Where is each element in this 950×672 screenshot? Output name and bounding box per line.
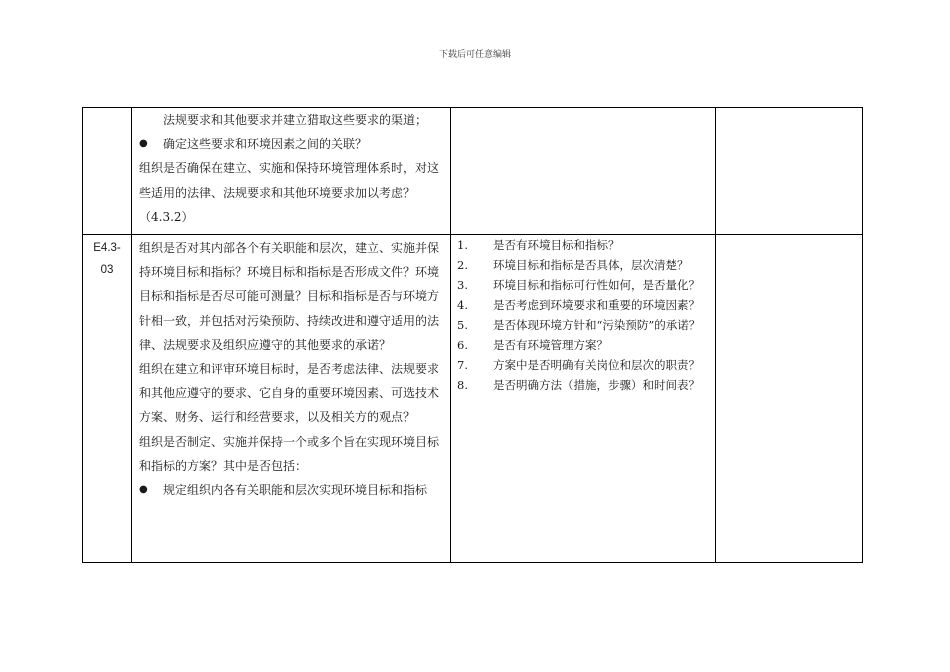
remark-cell xyxy=(716,235,863,563)
item-number: 7. xyxy=(457,358,468,372)
page-header: 下载后可任意编辑 xyxy=(438,50,511,60)
check-points-cell xyxy=(451,235,716,563)
list-item xyxy=(457,277,711,294)
clause-code: E4.3- xyxy=(93,242,121,254)
list-item xyxy=(457,317,711,334)
clause-reference: （4.3.2） xyxy=(139,209,194,224)
item-text: 环境目标和指标可行性如何，是否量化？ xyxy=(493,278,700,292)
item-text: 是否明确方法（措施，步骤）和时间表？ xyxy=(493,378,700,392)
table-row xyxy=(83,108,863,235)
item-text: 环境目标和指标是否具体，层次清楚？ xyxy=(493,258,689,272)
item-number: 1. xyxy=(457,238,468,252)
list-item xyxy=(457,257,711,274)
item-number: 6. xyxy=(457,338,468,352)
check-list xyxy=(457,237,711,394)
list-item xyxy=(457,357,711,374)
clause-code: 03 xyxy=(100,264,114,276)
clause-code-cell xyxy=(83,235,132,563)
requirement-cell xyxy=(132,235,451,563)
requirement-text: 组织是否确保在建立、实施和保持环境管理体系时，对这些适用的法律、法规要求和其他环境要求加以考虑？ xyxy=(139,161,440,200)
bullet-item: ● 确定这些要求和环境因素之间的关联？ xyxy=(139,132,443,156)
item-number: 2. xyxy=(457,258,468,272)
list-item xyxy=(457,377,711,394)
item-number: 3. xyxy=(457,278,468,292)
requirement-text: 法规要求和其他要求并建立猎取这些要求的渠道； xyxy=(163,113,428,127)
item-number: 4. xyxy=(457,298,468,312)
item-number: 5. xyxy=(457,318,468,332)
requirement-text: 组织是否制定、实施并保持一个或多个旨在实现环境目标和指标的方案？其中是否包括： xyxy=(139,434,440,473)
item-number: 8. xyxy=(457,378,468,392)
item-text: 是否考虑到环境要求和重要的环境因素？ xyxy=(493,298,700,312)
check-points-cell xyxy=(451,108,716,235)
item-text: 是否体现环境方针和“污染预防”的承诺？ xyxy=(493,318,701,332)
requirement-cell xyxy=(132,108,451,235)
audit-table xyxy=(82,107,863,563)
table-row xyxy=(83,235,863,563)
remark-cell xyxy=(716,108,863,235)
item-text: 是否有环境目标和指标？ xyxy=(493,238,620,252)
requirement-text: 组织在建立和评审环境目标时，是否考虑法律、法规要求和其他应遵守的要求、它自身的重要环境因素、可选技术方案、财务、运行和经营要求，以及相关方的观点？ xyxy=(139,362,440,425)
item-text: 方案中是否明确有关岗位和层次的职责？ xyxy=(493,358,700,372)
item-text: 是否有环境管理方案？ xyxy=(493,338,608,352)
list-item xyxy=(457,337,711,354)
list-item xyxy=(457,297,711,314)
requirement-text: 组织是否对其内部各个有关职能和层次，建立、实施并保持环境目标和指标？环境目标和指标是否形成文件？环境目标和指标是否尽可能可测量？目标和指标是否与环境方针相一致，并包括对污染预防、持续改进和遵守适用的法律、法规要求及组织应遵守的其他要求的承诺？ xyxy=(139,241,440,352)
list-item xyxy=(457,237,711,254)
clause-code-cell xyxy=(83,108,132,235)
bullet-item: ● 规定组织内各有关职能和层次实现环境目标和指标 xyxy=(139,478,443,502)
